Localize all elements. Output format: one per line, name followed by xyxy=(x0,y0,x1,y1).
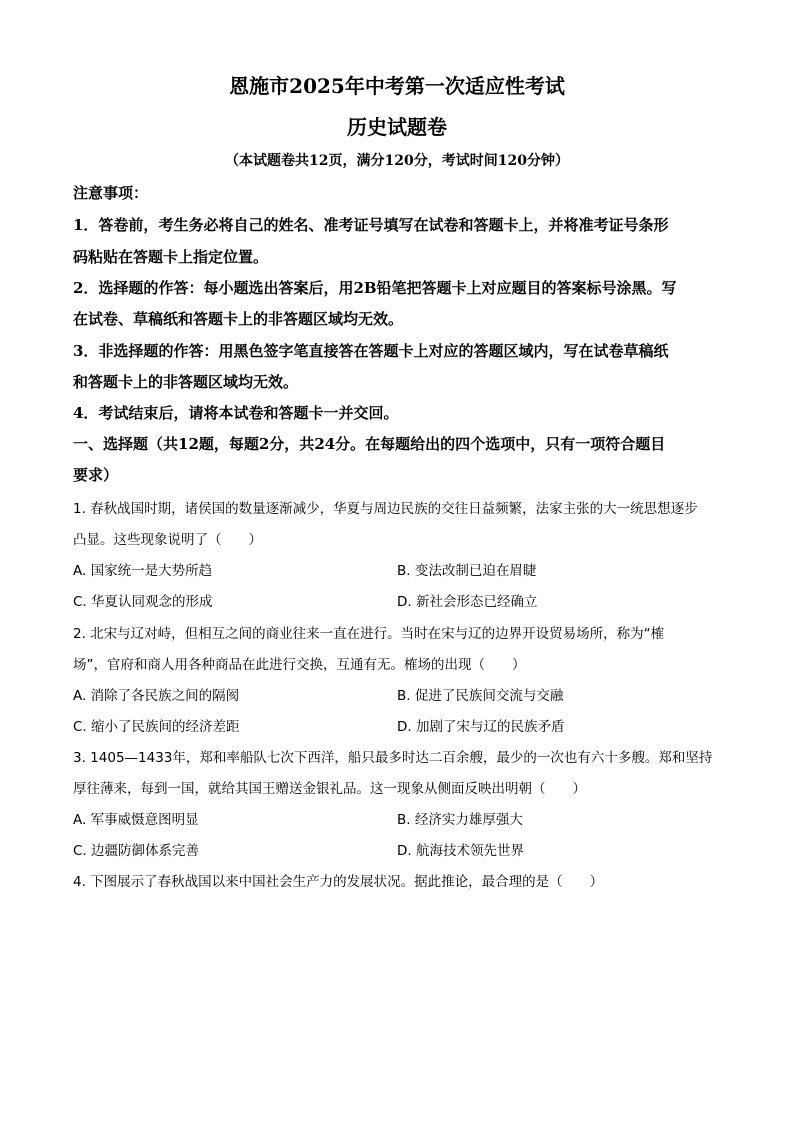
notes-heading: 注意事项： xyxy=(73,184,149,202)
option-b: B. 变法改制已迫在眉睫 xyxy=(397,563,537,579)
option-b: B. 经济实力雄厚强大 xyxy=(397,812,523,828)
question-stem: 凸显。这些现象说明了（ ） xyxy=(73,532,262,548)
option-b: B. 促进了民族间交流与交融 xyxy=(397,688,564,704)
option-a: A. 消除了各民族之间的隔阂 xyxy=(73,688,240,704)
exam-info: （本试题卷共12页，满分120分，考试时间120分钟） xyxy=(225,153,569,169)
section-heading: 要求） xyxy=(73,466,119,484)
question-stem: 3. 1405—1433年，郑和率船队七次下西洋，船只最多时达二百余艘，最少的一次也有六十多艘。郑和坚持 xyxy=(73,750,713,766)
notes-line: 4．考试结束后，请将本试卷和答题卡一并交回。 xyxy=(73,404,399,422)
option-c: C. 边疆防御体系完善 xyxy=(73,843,200,859)
question-stem: 2. 北宋与辽对峙，但相互之间的商业往来一直在进行。当时在宋与辽的边界开设贸易场所，称为“榷 xyxy=(73,626,665,642)
option-d: D. 航海技术领先世界 xyxy=(397,843,524,859)
option-c: C. 缩小了民族间的经济差距 xyxy=(73,719,240,735)
option-a: A. 国家统一是大势所趋 xyxy=(73,563,213,579)
exam-title: 恩施市2025年中考第一次适应性考试 xyxy=(229,74,565,98)
question-stem: 1. 春秋战国时期，诸侯国的数量逐渐减少，华夏与周边民族的交往日益频繁，法家主张的大一统思想逐步 xyxy=(73,501,698,517)
section-heading: 一、选择题（共12题，每题2分，共24分。在每题给出的四个选项中，只有一项符合题目 xyxy=(73,435,666,453)
option-a: A. 军事威慑意图明显 xyxy=(73,812,199,828)
notes-line: 2．选择题的作答：每小题选出答案后，用2B铅笔把答题卡上对应题目的答案标号涂黑。写 xyxy=(73,279,677,297)
notes-line: 1．答卷前，考生务必将自己的姓名、准考证号填写在试卷和答题卡上，并将准考证号条形 xyxy=(73,216,669,234)
question-stem: 厚往薄来，每到一国，就给其国王赠送金银礼品。这一现象从侧面反映出明朝（ ） xyxy=(73,781,586,797)
notes-line: 3．非选择题的作答：用黑色签字笔直接答在答题卡上对应的答题区域内，写在试卷草稿纸 xyxy=(73,342,669,360)
option-d: D. 新社会形态已经确立 xyxy=(397,594,538,610)
option-d: D. 加剧了宋与辽的民族矛盾 xyxy=(397,719,565,735)
notes-line: 和答题卡上的非答题区域均无效。 xyxy=(73,373,299,391)
notes-line: 码粘贴在答题卡上指定位置。 xyxy=(73,248,269,266)
notes-line: 在试卷、草稿纸和答题卡上的非答题区域均无效。 xyxy=(73,310,404,328)
option-c: C. 华夏认同观念的形成 xyxy=(73,594,213,610)
question-stem: 4. 下图展示了春秋战国以来中国社会生产力的发展状况。据此推论，最合理的是（ ） xyxy=(73,874,604,890)
subject-title: 历史试题卷 xyxy=(347,115,447,139)
question-stem: 场”，官府和商人用各种商品在此进行交换，互通有无。榷场的出现（ ） xyxy=(73,657,526,673)
